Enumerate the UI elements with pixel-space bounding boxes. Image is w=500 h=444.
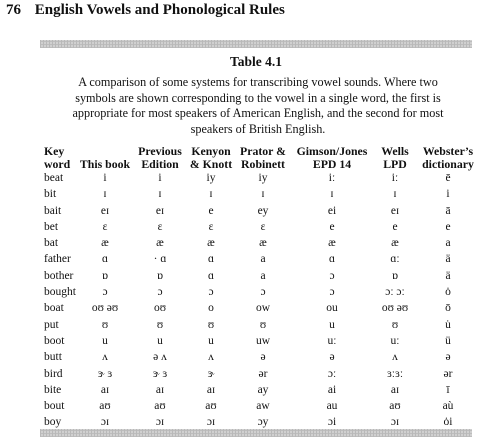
symbol-cell: ə ʌ bbox=[153, 351, 167, 364]
column-header-line: Kenyon bbox=[191, 144, 231, 158]
symbol-cell: i bbox=[446, 188, 450, 201]
column-header-line: LPD bbox=[383, 156, 407, 171]
table-row bbox=[44, 317, 479, 333]
symbol-cell: i bbox=[103, 172, 107, 184]
symbol-cell: u bbox=[102, 334, 108, 347]
symbol-cell: aw bbox=[256, 400, 270, 413]
symbol-cell: ȯi bbox=[443, 416, 453, 429]
symbol-cell: i bbox=[158, 172, 162, 184]
symbol-cell: ʌ bbox=[392, 351, 398, 364]
symbol-cell: ey bbox=[257, 204, 269, 217]
symbol-cell: e bbox=[392, 220, 398, 233]
symbol-cell: ɒ bbox=[101, 269, 108, 282]
symbol-cell: ɒ bbox=[156, 269, 163, 282]
symbol-cell: o bbox=[208, 302, 214, 315]
column-header bbox=[133, 142, 187, 170]
symbol-cell: u bbox=[157, 334, 163, 347]
symbol-cell: aʊ bbox=[99, 400, 111, 413]
symbol-cell: ɔː ɔː bbox=[385, 286, 405, 299]
symbol-cell: aɪ bbox=[390, 383, 400, 396]
symbol-cell: ɪ bbox=[209, 188, 213, 201]
symbol-cell: ɔy bbox=[257, 416, 269, 429]
table-row bbox=[44, 219, 479, 235]
symbol-cell: ɛ bbox=[157, 220, 163, 233]
symbol-cell: eɪ bbox=[100, 204, 110, 217]
symbol-cell: ɝ bbox=[207, 367, 215, 380]
symbol-cell: ɔɪ bbox=[155, 416, 165, 429]
column-header-line: Edition bbox=[141, 156, 179, 171]
column-header-line: EPD 14 bbox=[312, 156, 352, 171]
table-row bbox=[44, 268, 479, 284]
column-header-line: Robinett bbox=[241, 156, 285, 171]
symbol-cell: ʊ bbox=[156, 318, 164, 331]
table-title: Table 4.1 bbox=[229, 54, 283, 69]
symbol-cell: ē bbox=[445, 172, 451, 184]
symbol-cell: ɑː bbox=[390, 253, 400, 266]
table-row bbox=[44, 235, 479, 251]
top-divider bbox=[40, 40, 472, 48]
column-header bbox=[44, 142, 77, 170]
symbol-cell: ou bbox=[326, 302, 338, 315]
column-header bbox=[235, 142, 291, 170]
symbol-cell: ay bbox=[257, 383, 269, 396]
symbol-cell: æ bbox=[156, 237, 164, 250]
key-word-cell: bait bbox=[44, 204, 62, 217]
symbol-cell: æ bbox=[207, 237, 215, 250]
table-row bbox=[44, 203, 479, 219]
symbol-cell: e bbox=[445, 220, 451, 233]
symbol-cell: uː bbox=[390, 334, 400, 347]
key-word-cell: bother bbox=[44, 269, 74, 282]
symbol-cell: eɪ bbox=[155, 204, 165, 217]
symbol-cell: ȯ bbox=[445, 286, 451, 299]
symbol-cell: oʊ bbox=[153, 302, 167, 315]
key-word-cell: beat bbox=[44, 172, 64, 184]
symbol-cell: e bbox=[208, 204, 214, 217]
column-header-line: Wells bbox=[381, 144, 409, 158]
bottom-divider bbox=[40, 429, 472, 437]
symbol-cell: aʊ bbox=[205, 400, 217, 413]
column-header-line: Webster’s bbox=[422, 144, 474, 158]
symbol-cell: ɝ ɜ bbox=[152, 367, 168, 380]
symbol-cell: ɔ bbox=[208, 286, 214, 299]
symbol-cell: ʊ bbox=[391, 318, 399, 331]
table-row bbox=[44, 382, 479, 398]
symbol-cell: aù bbox=[442, 400, 454, 413]
symbol-cell: ō bbox=[445, 302, 451, 315]
symbol-cell: aɪ bbox=[206, 383, 216, 396]
key-word-cell: bite bbox=[44, 383, 62, 396]
symbol-cell: ɜːɜː bbox=[386, 367, 404, 380]
table-row bbox=[44, 366, 479, 382]
caption-line: symbols are shown corresponding to the vowel in a single word, the first is bbox=[75, 90, 441, 105]
column-header-line: word bbox=[44, 156, 71, 171]
symbol-cell: ɛ bbox=[102, 220, 108, 233]
symbol-cell: ə bbox=[260, 351, 266, 364]
symbol-cell: ə bbox=[329, 351, 335, 364]
symbol-cell: oʊ əʊ bbox=[91, 302, 119, 315]
symbol-cell: æ bbox=[101, 237, 109, 250]
vowel-transcription-table bbox=[44, 142, 479, 431]
column-header bbox=[187, 142, 235, 170]
key-word-cell: bit bbox=[44, 188, 57, 201]
symbol-cell: ɪ bbox=[158, 188, 162, 201]
symbol-cell: a bbox=[260, 253, 266, 266]
symbol-cell: ä bbox=[445, 253, 451, 266]
table-row bbox=[44, 349, 479, 365]
symbol-cell: ow bbox=[255, 302, 271, 315]
column-header bbox=[373, 142, 417, 170]
table-row bbox=[44, 398, 479, 414]
key-word-cell: butt bbox=[44, 351, 62, 364]
symbol-cell: ɒ bbox=[391, 269, 398, 282]
symbol-cell: aʊ bbox=[154, 400, 166, 413]
symbol-cell: ɪ bbox=[103, 188, 107, 201]
symbol-cell: u bbox=[329, 318, 335, 331]
symbol-cell: a bbox=[260, 269, 266, 282]
symbol-cell: iy bbox=[206, 172, 216, 184]
symbol-cell: aʊ bbox=[389, 400, 401, 413]
key-word-cell: bat bbox=[44, 237, 59, 250]
key-word-cell: bird bbox=[44, 367, 63, 380]
symbol-cell: · ɑ bbox=[153, 253, 167, 266]
symbol-cell: ɑ bbox=[101, 253, 108, 266]
key-word-cell: boy bbox=[44, 416, 62, 429]
symbol-cell: e bbox=[329, 220, 335, 233]
symbol-cell: au bbox=[326, 400, 338, 413]
symbol-cell: ɪ bbox=[261, 188, 265, 201]
symbol-cell: iy bbox=[258, 172, 268, 184]
symbol-cell: ɔ bbox=[260, 286, 266, 299]
symbol-cell: aɪ bbox=[100, 383, 110, 396]
column-header-line: Previous bbox=[138, 144, 182, 158]
column-header bbox=[291, 142, 373, 170]
table-row bbox=[44, 300, 479, 316]
symbol-cell: ɑ bbox=[328, 253, 335, 266]
key-word-cell: boat bbox=[44, 302, 64, 315]
symbol-cell: ɔ bbox=[329, 286, 335, 299]
symbol-cell: uw bbox=[255, 334, 271, 347]
symbol-cell: ər bbox=[443, 367, 453, 380]
key-word-cell: bout bbox=[44, 400, 65, 413]
symbol-cell: ɔ bbox=[157, 286, 163, 299]
symbol-cell: ʊ bbox=[101, 318, 109, 331]
column-header-line: Prator & bbox=[240, 144, 286, 158]
symbol-cell: æ bbox=[391, 237, 399, 250]
column-header-line: Gimson/Jones bbox=[296, 144, 368, 158]
key-word-cell: boot bbox=[44, 334, 65, 347]
key-word-cell: bet bbox=[44, 220, 59, 233]
symbol-cell: ɛ bbox=[260, 220, 266, 233]
symbol-cell: ɪ bbox=[330, 188, 334, 201]
symbol-cell: iː bbox=[328, 172, 336, 184]
column-header-line: Key bbox=[44, 144, 65, 158]
symbol-cell: u̇ bbox=[445, 318, 451, 331]
symbol-cell: iː bbox=[391, 172, 399, 184]
page-header bbox=[6, 2, 285, 19]
symbol-cell: ɔː bbox=[327, 367, 337, 380]
symbol-cell: ɔɪ bbox=[100, 416, 110, 429]
symbol-cell: ɪ bbox=[393, 188, 397, 201]
symbol-cell: ai bbox=[327, 383, 337, 396]
symbol-cell: ɔ bbox=[102, 286, 108, 299]
symbol-cell: ɔɪ bbox=[390, 416, 400, 429]
key-word-cell: bought bbox=[44, 286, 76, 299]
header-row bbox=[44, 142, 479, 170]
symbol-cell: ə bbox=[445, 351, 451, 364]
symbol-cell: ɔ bbox=[329, 269, 335, 282]
column-header bbox=[77, 142, 133, 170]
symbol-cell: ər bbox=[258, 367, 268, 380]
symbol-cell: ī bbox=[446, 383, 450, 396]
symbol-cell: æ bbox=[328, 237, 336, 250]
column-header-line: dictionary bbox=[422, 156, 474, 171]
symbol-cell: ɝ ɜ bbox=[97, 367, 113, 380]
chapter-title: English Vowels and Phonological Rules bbox=[34, 2, 285, 18]
caption-line: appropriate for most speakers of American English, and the second for most bbox=[72, 106, 444, 120]
symbol-cell: ä bbox=[445, 269, 451, 282]
symbol-cell: ü bbox=[445, 334, 451, 347]
symbol-cell: ɑ bbox=[207, 253, 214, 266]
symbol-cell: ei bbox=[327, 204, 337, 217]
caption-line: A comparison of some systems for transcribing vowel sounds. Where two bbox=[78, 75, 438, 89]
symbol-cell: ɔi bbox=[327, 416, 337, 429]
symbol-cell: ā bbox=[445, 204, 451, 217]
table-row bbox=[44, 186, 479, 202]
column-header-line: This book bbox=[79, 156, 131, 171]
table-row bbox=[44, 333, 479, 349]
symbol-cell: ʌ bbox=[208, 351, 214, 364]
symbol-cell: uː bbox=[327, 334, 337, 347]
symbol-cell: a bbox=[445, 237, 451, 250]
table-row bbox=[44, 170, 479, 186]
symbol-cell: u bbox=[208, 334, 214, 347]
key-word-cell: put bbox=[44, 318, 59, 331]
caption-line: speakers of British English. bbox=[190, 121, 326, 136]
page-number: 76 bbox=[6, 2, 21, 18]
key-word-cell: father bbox=[44, 253, 71, 266]
symbol-cell: aɪ bbox=[155, 383, 165, 396]
symbol-cell: ʌ bbox=[102, 351, 108, 364]
table-caption bbox=[58, 75, 458, 137]
symbol-cell: ʊ bbox=[207, 318, 215, 331]
symbol-cell: oʊ əʊ bbox=[381, 302, 409, 315]
symbol-cell: eɪ bbox=[390, 204, 400, 217]
column-header bbox=[417, 142, 479, 170]
symbol-cell: ɔɪ bbox=[206, 416, 216, 429]
table-row bbox=[44, 251, 479, 267]
symbol-cell: ɑ bbox=[207, 269, 214, 282]
symbol-cell: ʊ bbox=[259, 318, 267, 331]
table-row bbox=[44, 284, 479, 300]
symbol-cell: ɛ bbox=[208, 220, 214, 233]
column-header-line: & Knott bbox=[189, 156, 233, 171]
symbol-cell: æ bbox=[259, 237, 267, 250]
